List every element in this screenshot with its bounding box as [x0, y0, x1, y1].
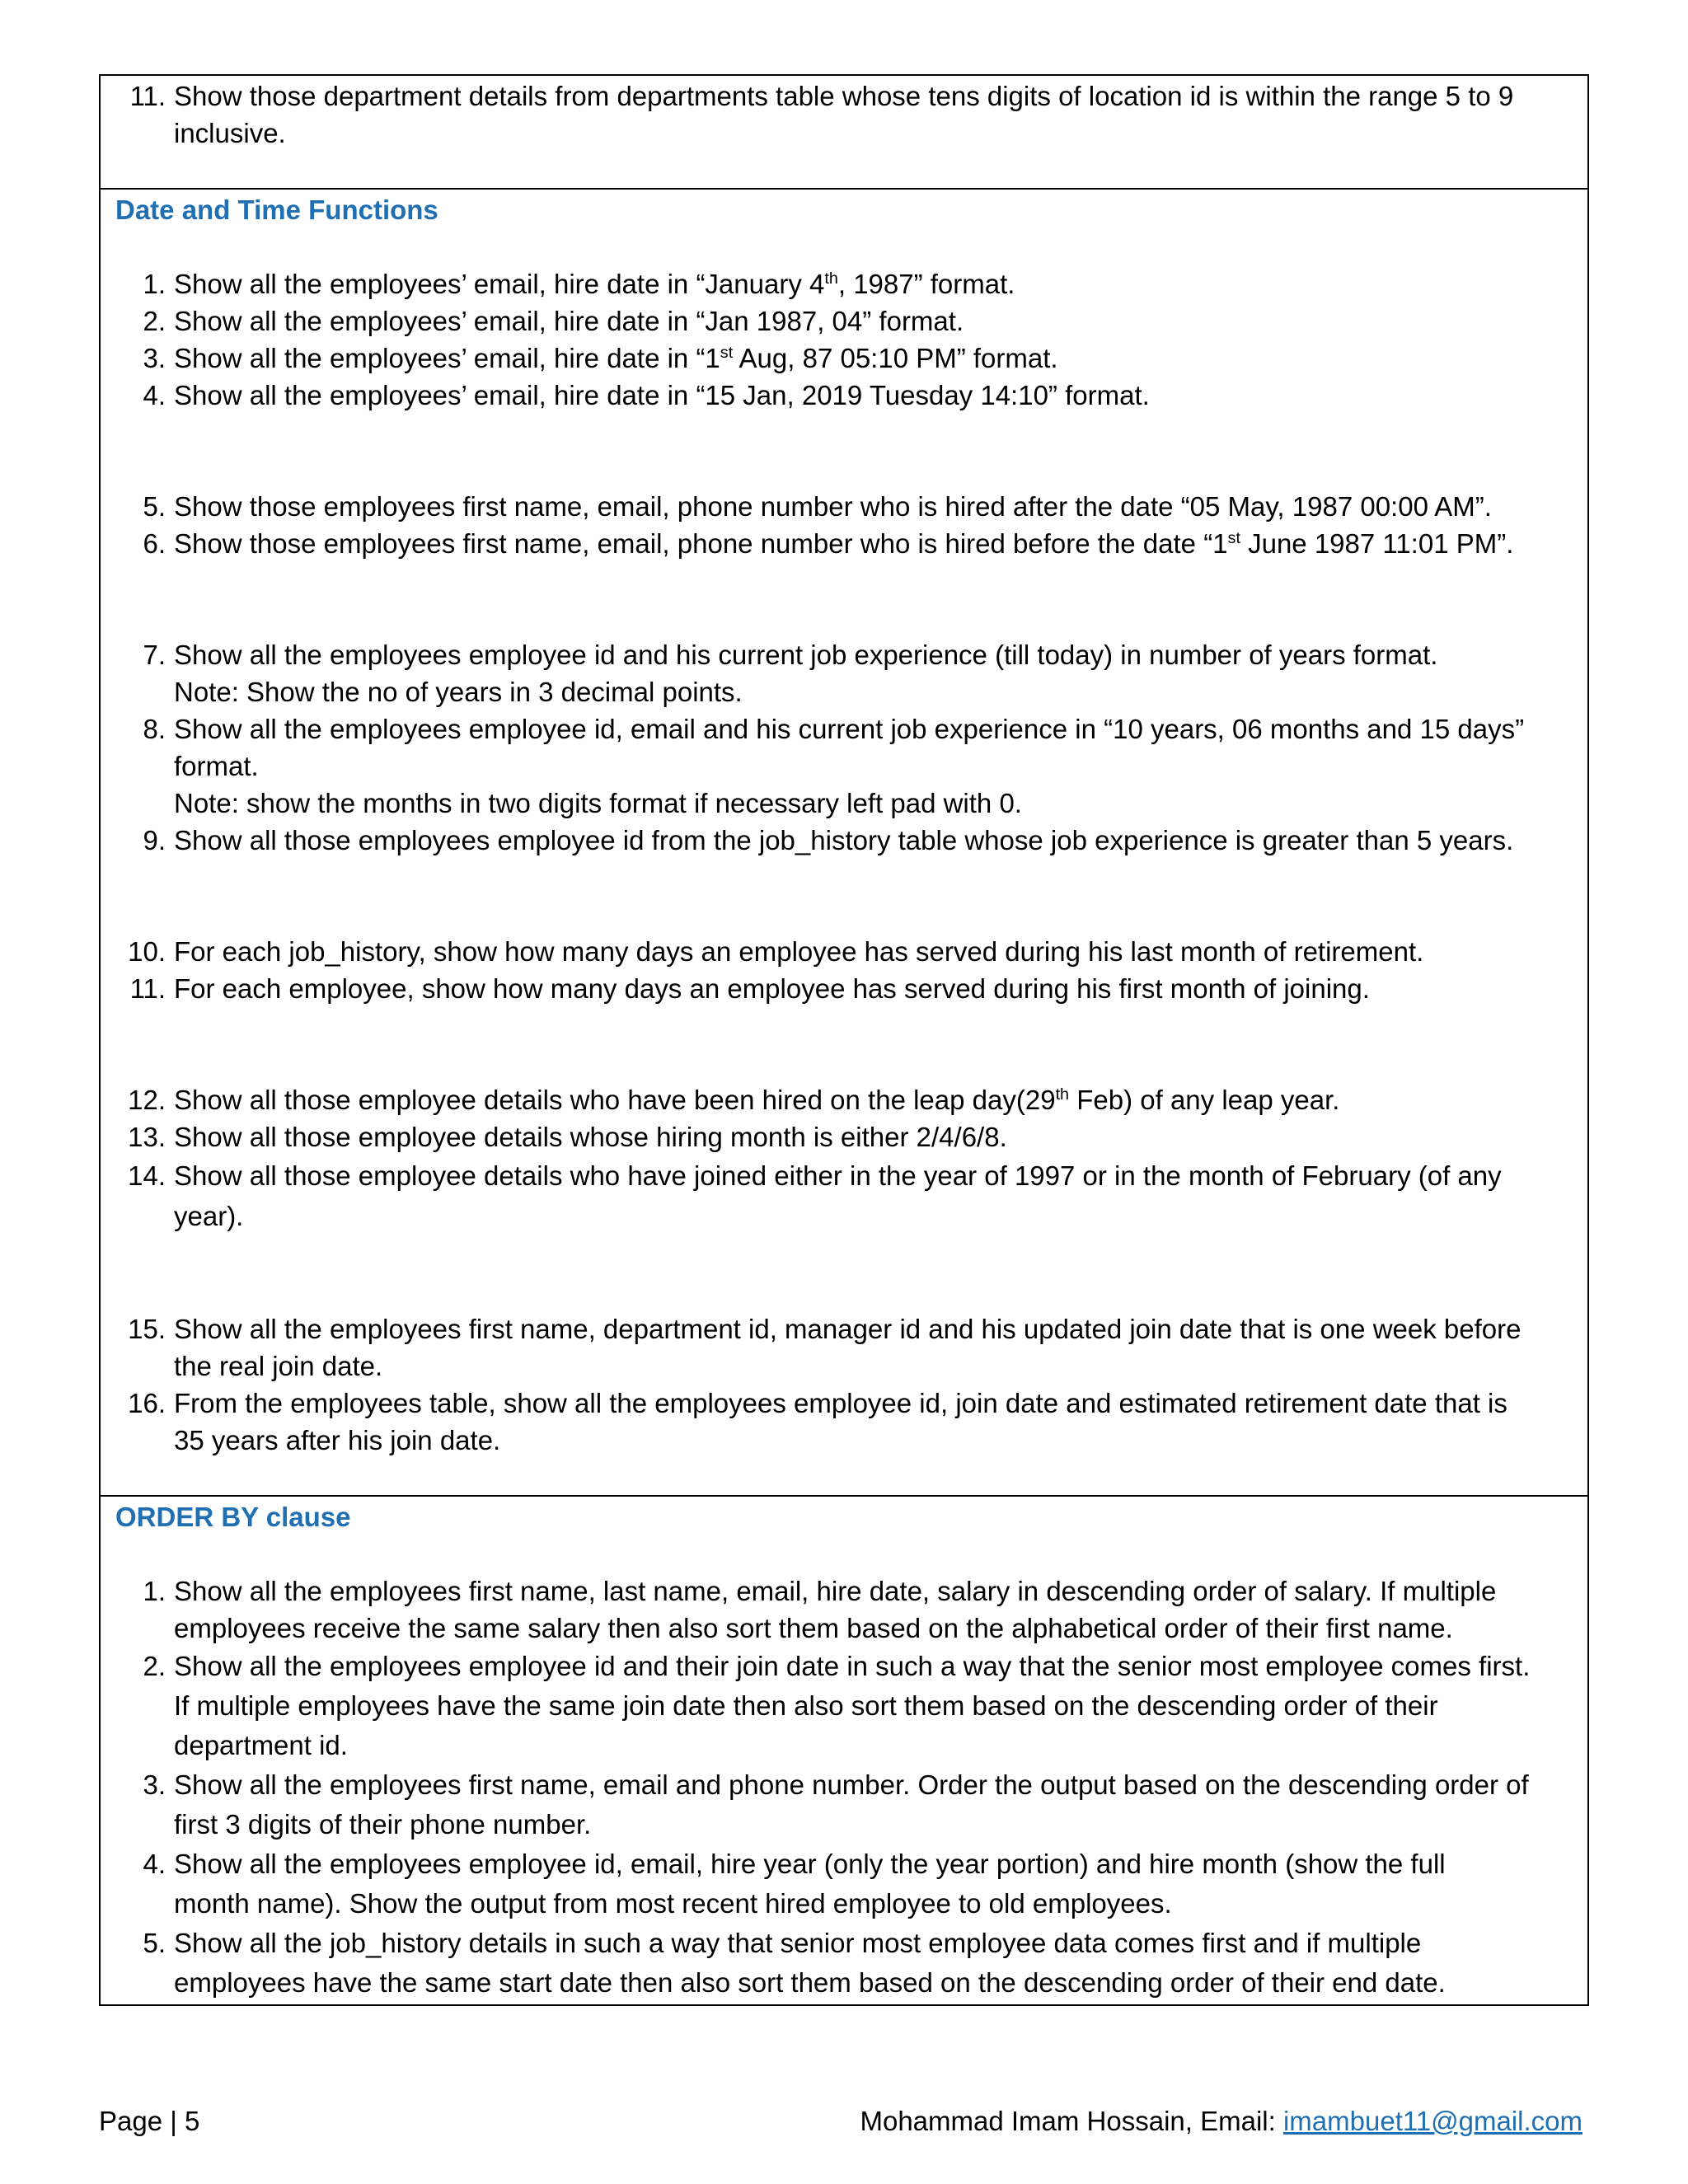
list-item: 3. Show all the employees first name, email and phone number. Order the output based on the descending order of first 3 digits of their phone number.	[143, 1769, 1529, 1840]
list-item: 6. Show those employees first name, email, phone number who is hired before the date “1st June 1987 11:01 PM”.	[143, 528, 1514, 559]
list-item: 8. Show all the employees employee id, email and his current job experience in “10 years, 06 months and 15 days” format. Note: show the months in two digits format if necessary left pad with 0.	[143, 714, 1525, 818]
date-time-section	[101, 190, 1587, 1497]
section-heading: ORDER BY clause	[115, 1502, 351, 1532]
list-item: 10. For each job_history, show how many days an employee has served during his last month of retirement.	[128, 936, 1424, 967]
list-item: 9. Show all those employees employee id from the job_history table whose job experience is greater than 5 years.	[143, 825, 1514, 855]
list-item: 11. For each employee, show how many days an employee has served during his first month of joining.	[129, 973, 1370, 1004]
list-item: 2. Show all the employees’ email, hire date in “Jan 1987, 04” format.	[143, 306, 964, 336]
page-number: Page | 5	[99, 2106, 200, 2136]
list-item: 2. Show all the employees employee id and their join date in such a way that the senior most employee comes first. If multiple employees have the same join date then also sort them based on the descending order of their department id.	[143, 1651, 1531, 1760]
list-item: 14. Show all those employee details who have joined either in the year of 1997 or in the month of February (of any year).	[128, 1160, 1502, 1231]
list-item: 1. Show all the employees’ email, hire date in “January 4th, 1987” format.	[143, 269, 1015, 299]
list-item: 3. Show all the employees’ email, hire date in “1st Aug, 87 05:10 PM” format.	[143, 343, 1058, 373]
list-item: 15. Show all the employees first name, department id, manager id and his updated join date that is one week before the real join date.	[128, 1314, 1522, 1381]
list-item: 1. Show all the employees first name, last name, email, hire date, salary in descending order of salary. If multiple employees receive the same salary then also sort them based on the alphabetical order of their first name.	[143, 1576, 1497, 1643]
content-frame	[99, 74, 1589, 2006]
list-item: 11. Show those department details from departments table whose tens digits of location id is within the range 5 to 9 inclusive.	[101, 77, 1587, 152]
top-section	[101, 76, 1587, 190]
list-item: 12. Show all those employee details who have been hired on the leap day(29th Feb) of any leap year.	[128, 1085, 1340, 1115]
item-number: 11.	[129, 81, 166, 111]
list-item: 13. Show all those employee details whose hiring month is either 2/4/6/8.	[128, 1122, 1007, 1152]
list-item: 16. From the employees table, show all the employees employee id, join date and estimated retirement date that is 35 years after his join date.	[128, 1388, 1507, 1455]
author-credit: Mohammad Imam Hossain, Email: imambuet11@gmail.com	[860, 2106, 1582, 2136]
section-heading: Date and Time Functions	[115, 194, 438, 225]
list-item: 7. Show all the employees employee id and his current job experience (till today) in number of years format. Note: Show the no of years in 3 decimal points.	[143, 640, 1438, 707]
list-item: 5. Show all the job_history details in such a way that senior most employee data comes first and if multiple employees have the same start date then also sort them based on the descending order of their end date.	[143, 1928, 1446, 1998]
list-item: 4. Show all the employees’ email, hire date in “15 Jan, 2019 Tuesday 14:10” format.	[143, 380, 1150, 410]
list-item: 4. Show all the employees employee id, email, hire year (only the year portion) and hire month (show the full month name). Show the output from most recent hired employee to old employees.	[143, 1849, 1446, 1919]
email-link[interactable]: imambuet11@gmail.com	[1282, 2106, 1582, 2136]
order-by-section	[101, 1497, 1587, 2004]
list-item: 5. Show those employees first name, email, phone number who is hired after the date “05 May, 1987 00:00 AM”.	[143, 491, 1492, 522]
